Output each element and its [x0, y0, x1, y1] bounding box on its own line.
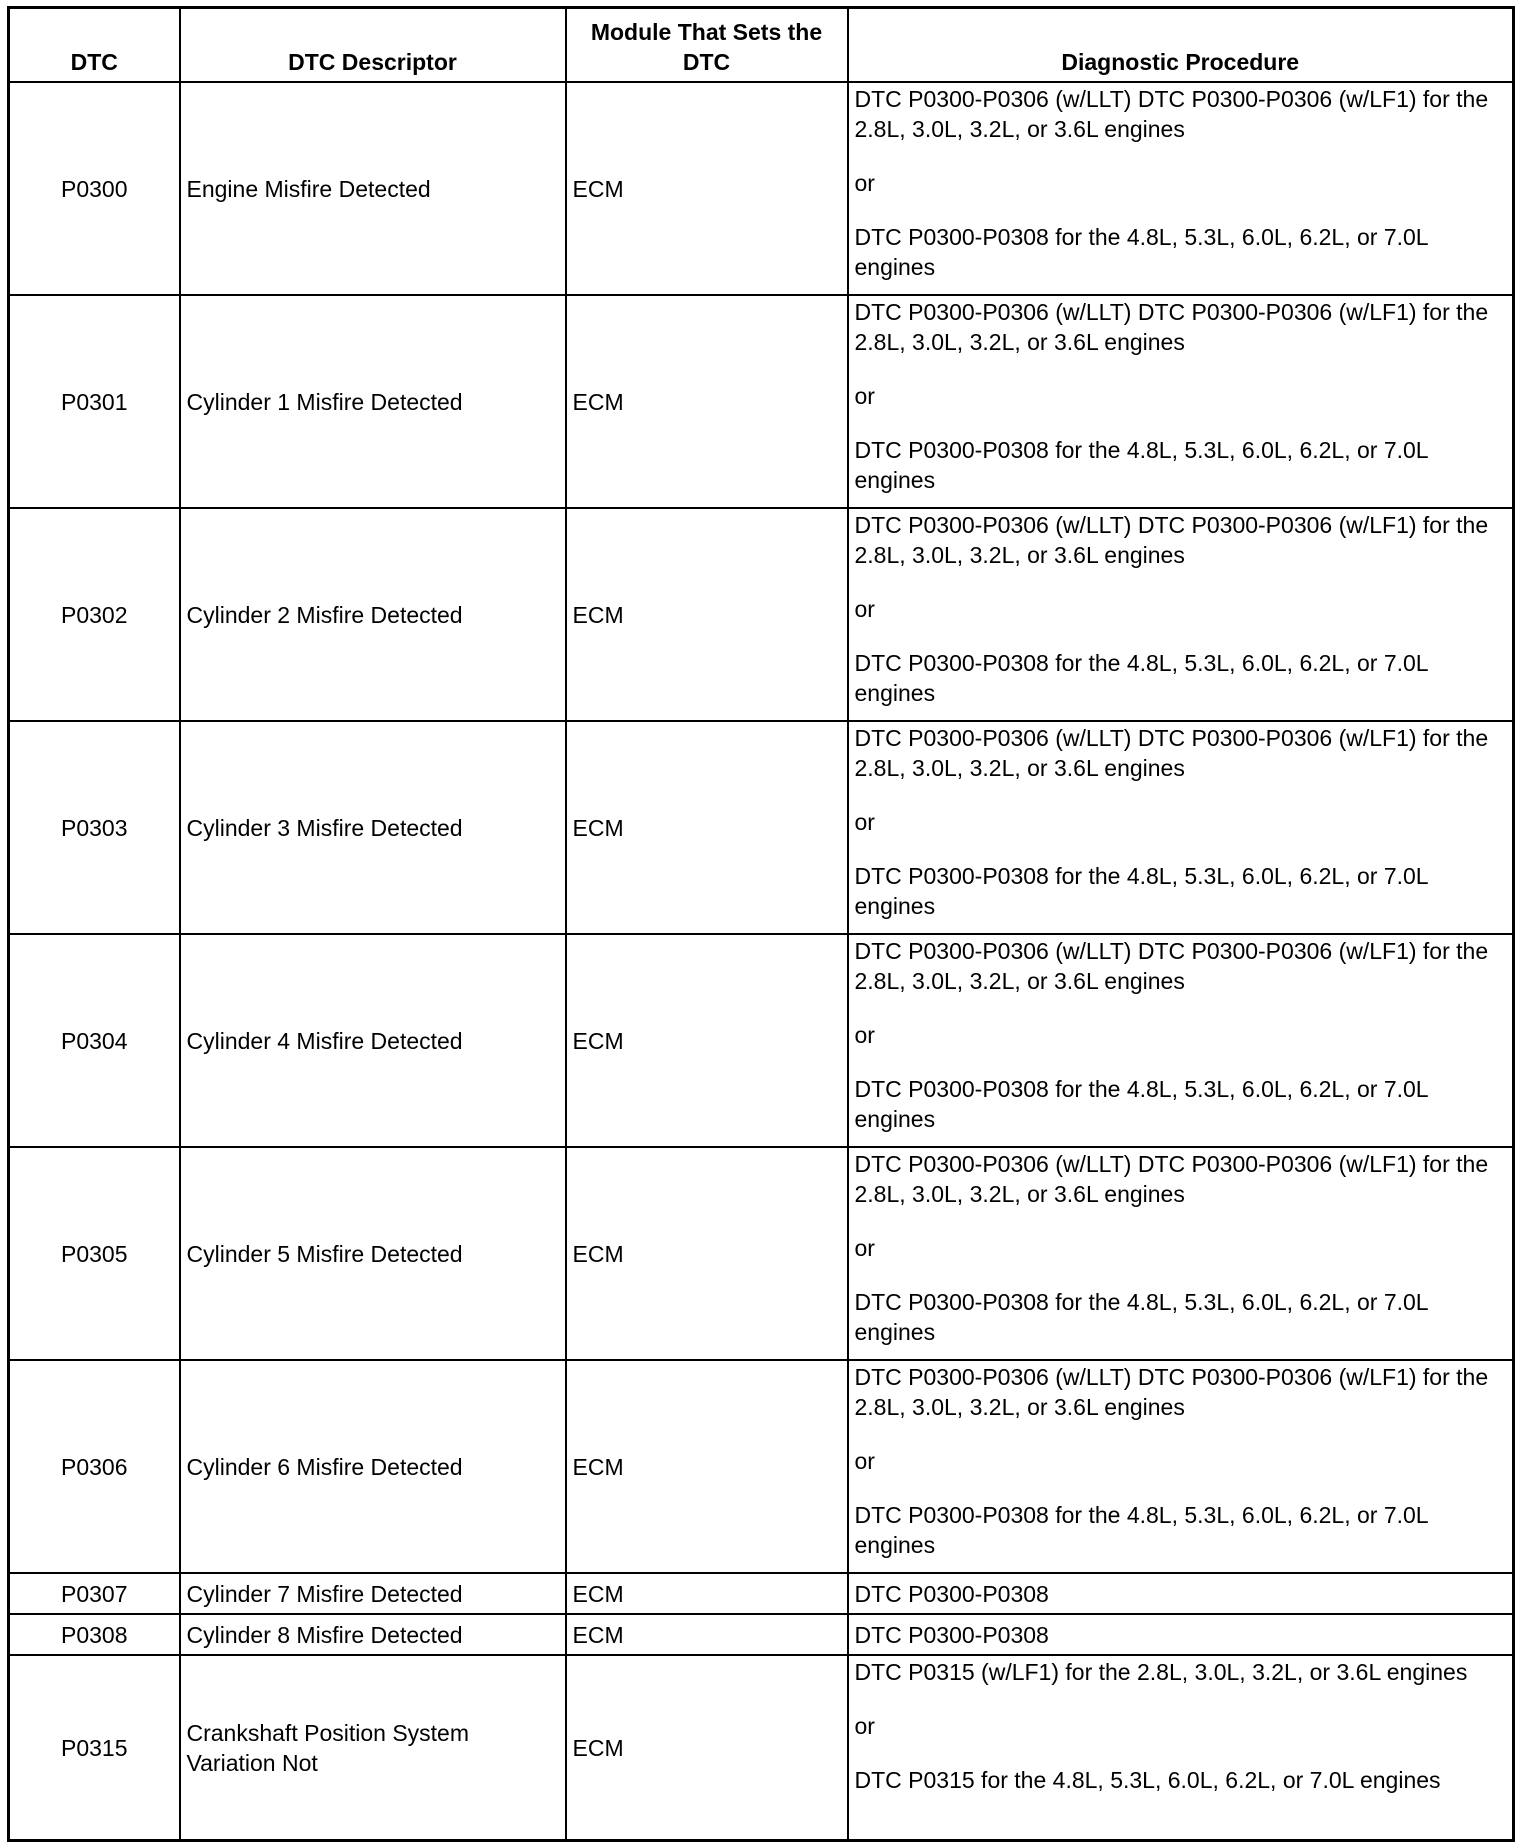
procedure-or: or [854, 1713, 875, 1739]
diagnostic-procedure [848, 934, 1514, 1147]
dtc-code: P0306 [9, 1360, 180, 1573]
dtc-descriptor: Cylinder 7 Misfire Detected [180, 1573, 566, 1614]
dtc-descriptor: Cylinder 5 Misfire Detected [180, 1147, 566, 1360]
table-row [9, 1360, 1514, 1573]
dtc-module: ECM [566, 1655, 848, 1841]
procedure-or: or [854, 383, 875, 409]
procedure-option-b: DTC P0300-P0308 for the 4.8L, 5.3L, 6.0L, 6.2L, or 7.0L engines [854, 863, 1428, 919]
dtc-descriptor: Crankshaft Position System Variation Not [180, 1655, 566, 1841]
header-dtc: DTC [9, 8, 180, 83]
dtc-descriptor: Cylinder 4 Misfire Detected [180, 934, 566, 1147]
dtc-code: P0304 [9, 934, 180, 1147]
procedure-option-a: DTC P0300-P0306 (w/LLT) DTC P0300-P0306 (w/LF1) for the 2.8L, 3.0L, 3.2L, or 3.6L engines [854, 1364, 1489, 1420]
procedure-option-b: DTC P0315 for the 4.8L, 5.3L, 6.0L, 6.2L, or 7.0L engines [854, 1767, 1441, 1793]
procedure-or: or [854, 596, 875, 622]
dtc-module: ECM [566, 721, 848, 934]
diagnostic-procedure: DTC P0300-P0308 [848, 1614, 1514, 1655]
dtc-module: ECM [566, 1614, 848, 1655]
dtc-code: P0307 [9, 1573, 180, 1614]
procedure-option-b: DTC P0300-P0308 for the 4.8L, 5.3L, 6.0L, 6.2L, or 7.0L engines [854, 1502, 1428, 1558]
dtc-descriptor: Cylinder 1 Misfire Detected [180, 295, 566, 508]
diagnostic-procedure [848, 508, 1514, 721]
procedure-or: or [854, 1448, 875, 1474]
table-row [9, 1655, 1514, 1841]
dtc-descriptor: Cylinder 3 Misfire Detected [180, 721, 566, 934]
dtc-code: P0302 [9, 508, 180, 721]
diagnostic-procedure: DTC P0300-P0308 [848, 1573, 1514, 1614]
procedure-option-a: DTC P0300-P0306 (w/LLT) DTC P0300-P0306 (w/LF1) for the 2.8L, 3.0L, 3.2L, or 3.6L engines [854, 1151, 1489, 1207]
diagnostic-procedure [848, 1655, 1514, 1841]
procedure-option-b: DTC P0300-P0308 for the 4.8L, 5.3L, 6.0L, 6.2L, or 7.0L engines [854, 437, 1428, 493]
table-row [9, 295, 1514, 508]
dtc-table-container [7, 6, 1515, 1842]
table-row [9, 1573, 1514, 1614]
dtc-code: P0308 [9, 1614, 180, 1655]
diagnostic-procedure [848, 1147, 1514, 1360]
dtc-code: P0315 [9, 1655, 180, 1841]
procedure-or: or [854, 170, 875, 196]
dtc-descriptor: Cylinder 6 Misfire Detected [180, 1360, 566, 1573]
diagnostic-procedure [848, 295, 1514, 508]
procedure-or: or [854, 1022, 875, 1048]
procedure-option-b: DTC P0300-P0308 for the 4.8L, 5.3L, 6.0L, 6.2L, or 7.0L engines [854, 650, 1428, 706]
procedure-option-a: DTC P0315 (w/LF1) for the 2.8L, 3.0L, 3.2L, or 3.6L engines [854, 1659, 1468, 1685]
table-row [9, 1147, 1514, 1360]
header-procedure: Diagnostic Procedure [848, 8, 1514, 83]
header-row [9, 8, 1514, 83]
procedure-option-a: DTC P0300-P0306 (w/LLT) DTC P0300-P0306 (w/LF1) for the 2.8L, 3.0L, 3.2L, or 3.6L engines [854, 86, 1489, 142]
dtc-descriptor: Cylinder 2 Misfire Detected [180, 508, 566, 721]
dtc-module: ECM [566, 295, 848, 508]
diagnostic-procedure [848, 82, 1514, 295]
table-row [9, 721, 1514, 934]
table-row [9, 934, 1514, 1147]
table-row [9, 82, 1514, 295]
procedure-option-b: DTC P0300-P0308 for the 4.8L, 5.3L, 6.0L, 6.2L, or 7.0L engines [854, 224, 1428, 280]
procedure-or: or [854, 1235, 875, 1261]
dtc-module: ECM [566, 934, 848, 1147]
procedure-option-a: DTC P0300-P0306 (w/LLT) DTC P0300-P0306 (w/LF1) for the 2.8L, 3.0L, 3.2L, or 3.6L engines [854, 512, 1489, 568]
dtc-module: ECM [566, 1147, 848, 1360]
dtc-module: ECM [566, 82, 848, 295]
procedure-option-a: DTC P0300-P0306 (w/LLT) DTC P0300-P0306 (w/LF1) for the 2.8L, 3.0L, 3.2L, or 3.6L engines [854, 299, 1489, 355]
procedure-option-b: DTC P0300-P0308 for the 4.8L, 5.3L, 6.0L, 6.2L, or 7.0L engines [854, 1076, 1428, 1132]
dtc-table [7, 6, 1515, 1842]
header-module: Module That Sets the DTC [566, 8, 848, 83]
dtc-module: ECM [566, 1360, 848, 1573]
table-row [9, 508, 1514, 721]
dtc-code: P0300 [9, 82, 180, 295]
dtc-descriptor: Engine Misfire Detected [180, 82, 566, 295]
diagnostic-procedure [848, 1360, 1514, 1573]
procedure-option-a: DTC P0300-P0306 (w/LLT) DTC P0300-P0306 (w/LF1) for the 2.8L, 3.0L, 3.2L, or 3.6L engines [854, 725, 1489, 781]
procedure-option-a: DTC P0300-P0306 (w/LLT) DTC P0300-P0306 (w/LF1) for the 2.8L, 3.0L, 3.2L, or 3.6L engines [854, 938, 1489, 994]
dtc-module: ECM [566, 508, 848, 721]
dtc-code: P0305 [9, 1147, 180, 1360]
diagnostic-procedure [848, 721, 1514, 934]
dtc-module: ECM [566, 1573, 848, 1614]
procedure-or: or [854, 809, 875, 835]
dtc-code: P0301 [9, 295, 180, 508]
header-descriptor: DTC Descriptor [180, 8, 566, 83]
table-row [9, 1614, 1514, 1655]
procedure-option-b: DTC P0300-P0308 for the 4.8L, 5.3L, 6.0L, 6.2L, or 7.0L engines [854, 1289, 1428, 1345]
dtc-descriptor: Cylinder 8 Misfire Detected [180, 1614, 566, 1655]
dtc-code: P0303 [9, 721, 180, 934]
